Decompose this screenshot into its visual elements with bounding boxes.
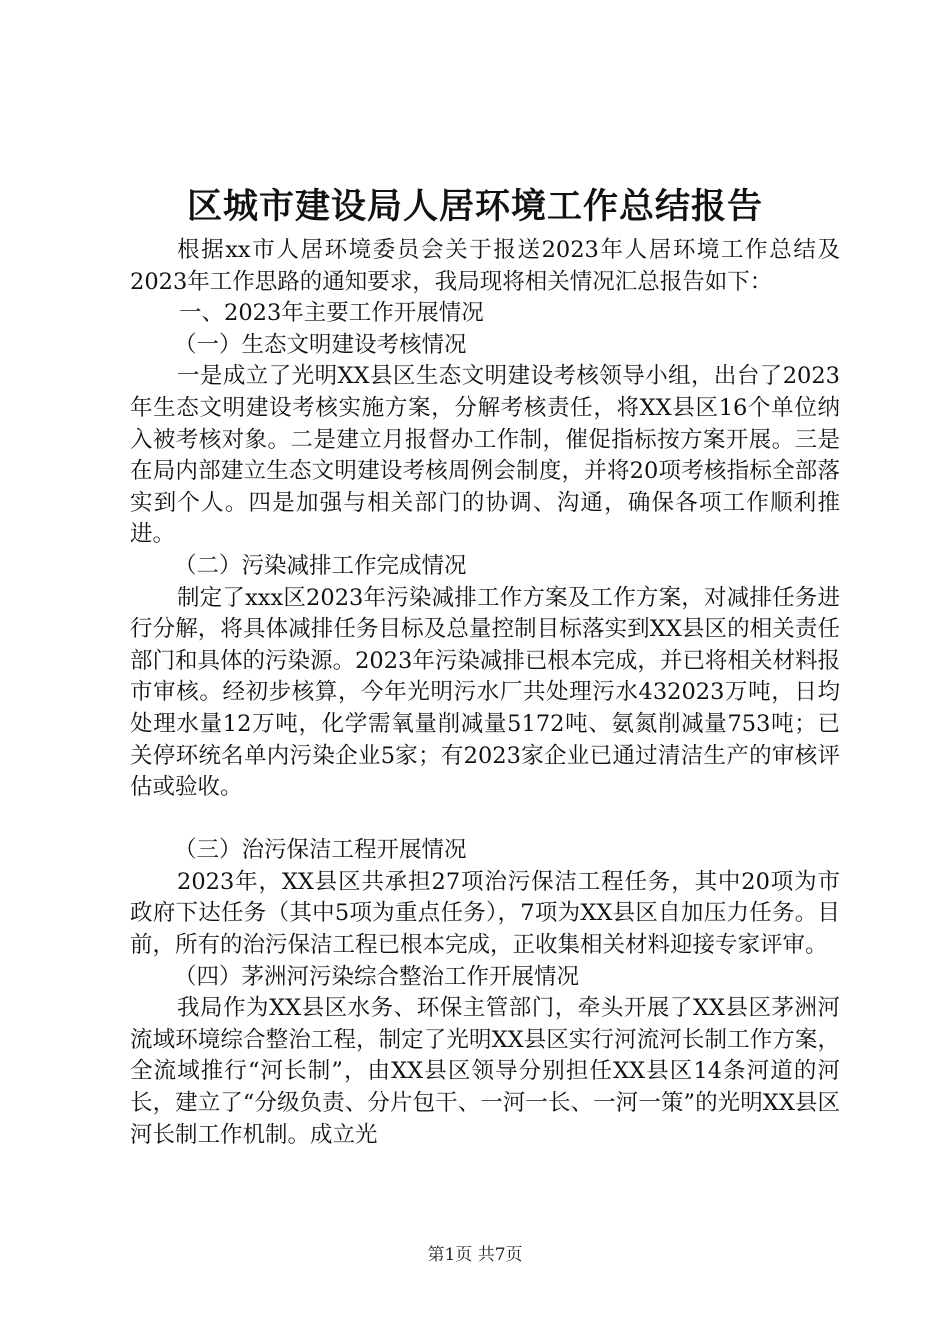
subsection-heading-maozhou-river: （四）茅洲河污染综合整治工作开展情况 [174, 963, 580, 990]
paragraph-emission-reduction: 制定了xxx区2023年污染减排工作方案及工作方案，对减排任务进行分解，将具体减排任务目标及总量控制目标落实到XX县区的相关责任部门和具体的污染源。2023年污染减排已根本完成，并已将相关材料报市审核。经初步核算，今年光明污水厂共处理污水432023万吨，日均处理水量12万吨，化学需氧量削减量5172吨、氨氮削减量753吨；已关停环统名单内污染企业5家；有2023家企业已通过清洁生产的审核评估或验收。 [130, 584, 840, 801]
page-number-footer: 第1页 共7页 [427, 1245, 523, 1265]
subsection-heading-pollution-control: （三）治污保洁工程开展情况 [174, 837, 467, 864]
subsection-heading-emission-reduction: （二）污染减排工作完成情况 [174, 552, 467, 579]
paragraph-spacer [130, 804, 840, 836]
paragraph-pollution-control: 2023年，XX县区共承担27项治污保洁工程任务，其中20项为市政府下达任务（其中5项为重点任务），7项为XX县区自加压力任务。目前，所有的治污保洁工程已根本完成，正收集相关材料迎接专家评审。 [130, 868, 840, 959]
intro-paragraph: 根据xx市人居环境委员会关于报送2023年人居环境工作总结及2023年工作思路的通知要求，我局现将相关情况汇总报告如下： [130, 237, 840, 295]
page-title: 区城市建设局人居环境工作总结报告 [186, 186, 763, 227]
paragraph-maozhou-river: 我局作为XX县区水务、环保主管部门，牵头开展了XX县区茅洲河流域环境综合整治工程，制定了光明XX县区实行河流河长制工作方案，全流域推行“河长制”，由XX县区领导分别担任XX县区14条河道的河长，建立了“分级负责、分片包干、一河一长、一河一策”的光明XX县区河长制工作机制。成立光 [130, 995, 840, 1148]
subsection-heading-eco-civilization: （一）生态文明建设考核情况 [174, 331, 467, 358]
paragraph-eco-civilization: 一是成立了光明XX县区生态文明建设考核领导小组，出台了2023年生态文明建设考核实施方案，分解考核责任，将XX县区16个单位纳入被考核对象。二是建立月报督办工作制，催促指标按方案开展。三是在局内部建立生态文明建设考核周例会制度，并将20项考核指标全部落实到个人。四是加强与相关部门的协调、沟通，确保各项工作顺利推进。 [130, 363, 840, 548]
document-body [130, 235, 840, 1151]
section-heading-main-work: 一、2023年主要工作开展情况 [179, 300, 484, 327]
